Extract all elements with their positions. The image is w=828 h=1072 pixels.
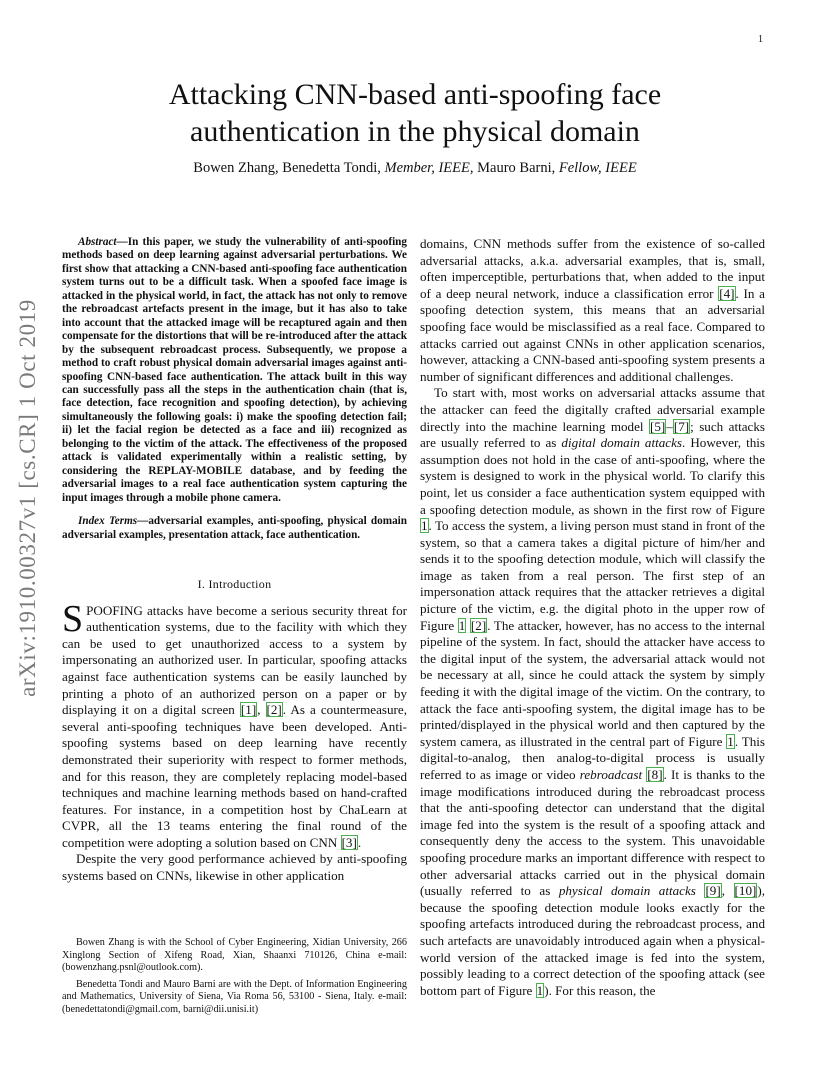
left-column — [62, 236, 407, 885]
text-run: . The attacker, however, has no access to the internal pipeline of the system. In fact, should the attacker have access to the digital input of the system, the adversarial attack would not be necessary at all, since he could attack the system by simply feeding it with the digital image of the victim. On the contrary, to attack the face anti-spoofing system, the digital image has to be printed/displayed in the physical world and then captured by the system camera, as illustrated in the central part of Figure — [420, 617, 765, 749]
figure-link-1[interactable]: 1 — [536, 982, 544, 998]
citation-link-1[interactable]: [1] — [240, 702, 257, 718]
text-run: To start with, most works on adversarial attacks assume that the attacker can feed the digitally crafted adversarial example directly into the machine learning model — [420, 385, 765, 434]
intro-paragraph-2: Despite the very good performance achieved by anti-spoofing systems based on CNNs, likewise in other application — [62, 851, 407, 884]
drop-cap: S — [62, 597, 84, 640]
text-run: POOFING attacks have become a serious security threat for authentication systems, due to the facility with which they can be used to get unauthorized access to a system by impersonating an authorized user. In particular, spoofing attacks against face authentication systems can be easily launched by printing a photo of an authorized person on a paper or by displaying it on a digital screen — [62, 602, 407, 718]
text-run: – — [666, 418, 673, 434]
abstract-text: —In this paper, we study the vulnerability of anti-spoofing methods based on deep learning against adversarial perturbations. We first show that attacking a CNN-based anti-spoofing face authentication system turns out to be a difficult task. When a spoofed face image is attacked in the physical world, in fact, the attack has not only to remove the rebroadcast artefacts present in the image, but it has also to take into account that the attacked image will be recaptured again and then compensate for the distortions that will be re-introduced after the attack by the subsequent rebroadcast process. Subsequently, we propose a method to craft robust physical domain adversarial images against anti-spoofing CNN-based face authentication. The attack built in this way can successfully pass all the steps in the authentication chain (that is, face detection, face recognition and spoofing detection), by achieving simultaneously the following goals: i) make the spoofing detection fail; ii) let the facial region be detected as a face and iii) recognized as belonging to the victim of the attack. The effectiveness of the proposed attack is validated experimentally within a realistic setting, by considering the REPLAY-MOBILE database, and by feeding the adversarial images to a real face authentication system capturing the input images through a mobile phone camera. — [62, 236, 407, 504]
arxiv-stamp — [8, 298, 48, 698]
text-run: , — [257, 702, 266, 718]
right-paragraph-2 — [420, 385, 765, 999]
citation-link-7[interactable]: [7] — [673, 418, 690, 434]
author-role-2: Fellow, IEEE — [558, 160, 637, 176]
paper-title: Attacking CNN-based anti-spoofing face authentication in the physical domain — [168, 78, 662, 148]
text-run: ). For this reason, the — [544, 982, 656, 998]
text-run: ; such attacks are usually referred to as — [420, 418, 765, 451]
figure-link-1[interactable]: 1 — [421, 518, 428, 534]
citation-link-8[interactable]: [8] — [647, 767, 663, 782]
index-terms-text: —adversarial examples, anti-spoofing, physical domain adversarial examples, presentation attack, face authentication. — [62, 515, 407, 541]
text-run: . However, this assumption does not hold in the case of anti-spoofing, where the system is designed to work in the physical world. To clarify this point, let us consider a face authentication system equipped with a spoofing detection module, as shown in the first row of Figure — [420, 435, 765, 517]
citation-link-3[interactable]: [3] — [341, 834, 357, 850]
author-role-1: Member, IEEE, — [384, 160, 474, 176]
arxiv-stamp-text: arXiv:1910.00327v1 [cs.CR] 1 Oct 2019 — [15, 299, 40, 697]
intro-paragraph-1 — [62, 597, 407, 852]
citation-link-2[interactable]: [2] — [266, 702, 282, 718]
text-run: . This digital-to-analog, then analog-to-digital process is usually referred to as image or video — [420, 733, 765, 782]
footnote-2: Benedetta Tondi and Mauro Barni are with the Dept. of Information Engineering and Mathematics, University of Siena, Via Roma 56, 53100 - Siena, Italy. e-mail: (benedettatondi@gmail.com, barni@dii.unisi.it) — [62, 978, 407, 1015]
section-heading-introduction: I. Introduction — [197, 576, 272, 591]
text-run: ), because the spoofing detection module looks exactly for the spoofing artefacts introduced during the rebroadcast process, and such artefacts are unavoidably introduced again when a physical-world version of the attacked image is fed into the system, possibly leading to a correct detection of the spoofing attack (see bottom part of Figure — [420, 883, 765, 998]
author-names-1: Bowen Zhang, Benedetta Tondi, — [193, 160, 381, 176]
emphasis: physical domain attacks — [558, 883, 696, 899]
citation-link-9[interactable]: [9] — [705, 883, 721, 899]
footnote-1: Bowen Zhang is with the School of Cyber Engineering, Xidian University, 266 Xinglong Section of Xifeng Road, Xian, Shaanxi 710126, China e-mail: (bowenzhang.psnl@outlook.com). — [62, 937, 407, 974]
text-run: . It is thanks to the image modifications introduced during the rebroadcast process that the anti-spoofing detector can understand that the digital image fed into the system is the result of a spoofing attack and consequently deny the access to the system. This unavoidable spoofing procedure marks an important difference with respect to other adversarial attacks carried out in the physical domain (usually referred to as — [420, 767, 765, 899]
figure-link-1[interactable]: 1 — [727, 733, 734, 749]
emphasis: digital domain attacks — [561, 435, 683, 451]
index-terms-label: Index Terms — [78, 515, 138, 528]
citation-link-2[interactable]: [2] — [470, 617, 487, 633]
text-run: . In a spoofing detection system, this means that an adversarial spoofing face would be misclassified as a real face. Compared to attacks carried out against CNNs in other application scenarios, however, attacking a CNN-based anti-spoofing system presents a number of significant differences and additional challenges. — [420, 285, 765, 384]
index-terms — [62, 515, 407, 542]
right-column — [420, 236, 765, 999]
footnotes — [62, 937, 407, 1021]
citation-link-5[interactable]: [5] — [650, 418, 666, 434]
text-run: , — [721, 883, 734, 899]
abstract-label: Abstract — [78, 236, 117, 248]
abstract — [62, 236, 407, 505]
citation-link-10[interactable]: [10] — [734, 883, 757, 899]
right-paragraph-1 — [420, 236, 765, 385]
page-number: 1 — [758, 34, 763, 45]
text-run: . As a countermeasure, several anti-spoofing techniques have been developed. Anti-spoofing systems based on deep learning have recently demonstrated their superiority with respect to former methods, and for this reason, they are completely replacing model-based techniques and machine learning methods based on hand-crafted features. For instance, in a competition host by ChaLearn at CVPR, all the 13 teams entering the final round of the competition were adopting a solution based on CNN — [62, 702, 407, 850]
author-line — [100, 160, 730, 177]
author-names-2: Mauro Barni, — [477, 160, 556, 176]
text-run: . To access the system, a living person must stand in front of the system, so that a camera takes a digital picture of him/her and sends it to the spoofing detection module, which will classify the image as taken from a real person. The first step of an impersonation attack requires that the attacker retrieves a digital picture of the victim, e.g. the digital photo in the upper row of Figure — [420, 518, 765, 633]
citation-link-4[interactable]: [4] — [719, 285, 735, 301]
emphasis: rebroadcast — [579, 767, 643, 782]
text-run: domains, CNN methods suffer from the existence of so-called adversarial attacks, a.k.a. adversarial examples, that is, small, often imperceptible, perturbations that, when added to the input of a deep neural network, induce a classification error — [420, 236, 765, 301]
figure-link-1[interactable]: 1 — [458, 617, 466, 633]
text-run: . — [357, 834, 362, 850]
